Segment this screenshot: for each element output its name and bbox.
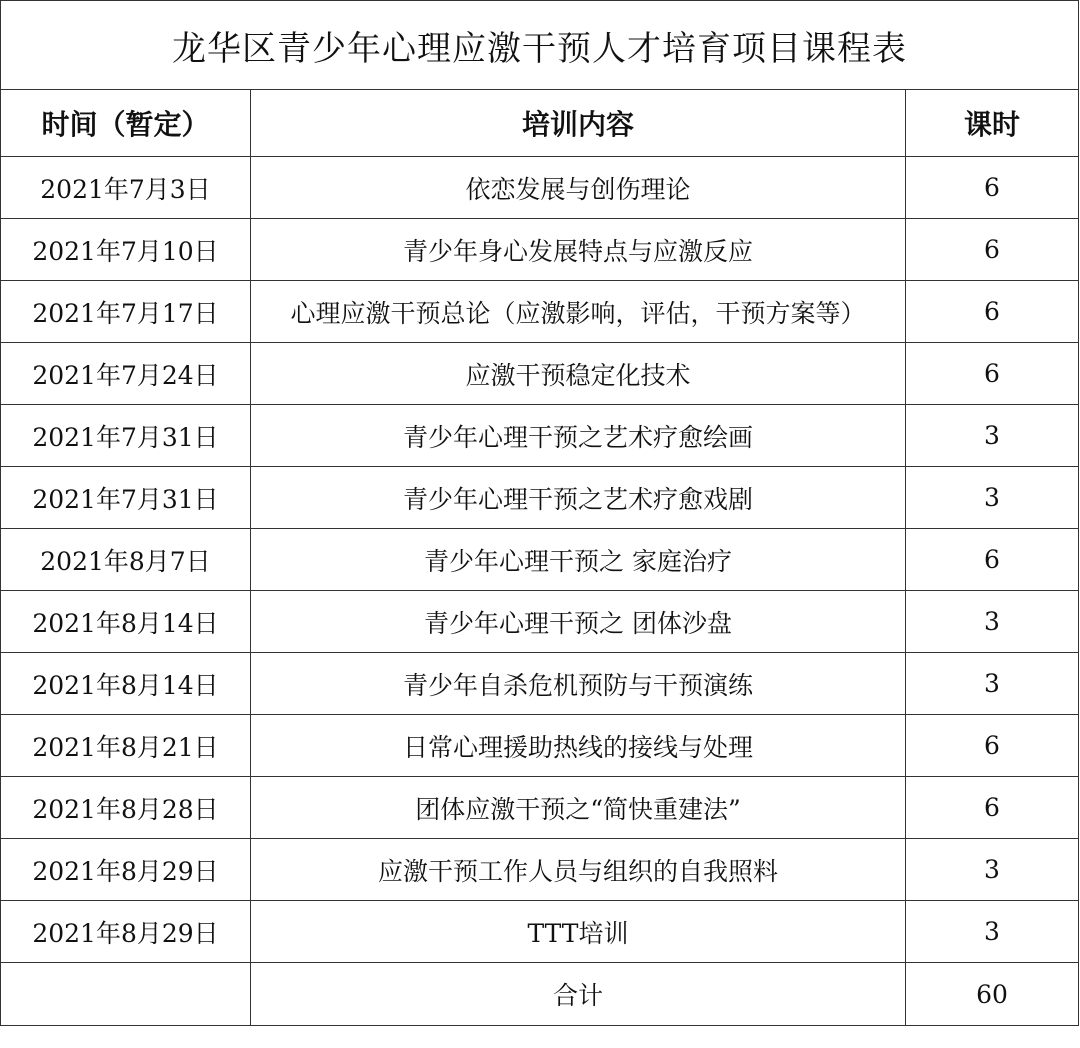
hours-cell: 6: [906, 219, 1079, 281]
content-cell: 应激干预稳定化技术: [251, 343, 906, 405]
hours-cell: 3: [906, 839, 1079, 901]
content-cell: 青少年心理干预之 团体沙盘: [251, 591, 906, 653]
date-cell: 2021年7月3日: [1, 157, 251, 219]
content-cell: 青少年心理干预之艺术疗愈戏剧: [251, 467, 906, 529]
hours-cell: 6: [906, 715, 1079, 777]
hours-cell: 3: [906, 405, 1079, 467]
date-cell: 2021年8月28日: [1, 777, 251, 839]
date-cell: 2021年8月14日: [1, 653, 251, 715]
date-cell: 2021年8月29日: [1, 839, 251, 901]
hours-cell: 3: [906, 467, 1079, 529]
table-row: [1, 901, 1079, 963]
hours-cell: 3: [906, 591, 1079, 653]
date-cell: 2021年8月7日: [1, 529, 251, 591]
content-cell: TTT培训: [251, 901, 906, 963]
hours-cell: 6: [906, 777, 1079, 839]
title-row: [1, 1, 1079, 90]
hours-cell: 6: [906, 157, 1079, 219]
total-hours: 60: [906, 963, 1079, 1026]
content-cell: 青少年自杀危机预防与干预演练: [251, 653, 906, 715]
hours-cell: 6: [906, 343, 1079, 405]
hours-cell: 6: [906, 529, 1079, 591]
date-cell: 2021年7月10日: [1, 219, 251, 281]
header-content: 培训内容: [251, 90, 906, 157]
total-row: [1, 963, 1079, 1026]
hours-cell: 6: [906, 281, 1079, 343]
date-cell: 2021年8月21日: [1, 715, 251, 777]
table-row: [1, 839, 1079, 901]
table-row: [1, 715, 1079, 777]
content-cell: 团体应激干预之“简快重建法”: [251, 777, 906, 839]
total-empty-cell: [1, 963, 251, 1026]
content-cell: 日常心理援助热线的接线与处理: [251, 715, 906, 777]
date-cell: 2021年7月24日: [1, 343, 251, 405]
date-cell: 2021年7月31日: [1, 467, 251, 529]
table-row: [1, 591, 1079, 653]
table-row: [1, 777, 1079, 839]
content-cell: 青少年身心发展特点与应激反应: [251, 219, 906, 281]
total-label: 合计: [251, 963, 906, 1026]
table-row: [1, 281, 1079, 343]
header-date: 时间（暂定）: [1, 90, 251, 157]
date-cell: 2021年8月14日: [1, 591, 251, 653]
content-cell: 应激干预工作人员与组织的自我照料: [251, 839, 906, 901]
table-title: 龙华区青少年心理应激干预人才培育项目课程表: [1, 1, 1079, 90]
content-cell: 心理应激干预总论（应激影响，评估，干预方案等）: [251, 281, 906, 343]
table-row: [1, 405, 1079, 467]
table-row: [1, 343, 1079, 405]
table-row: [1, 529, 1079, 591]
content-cell: 依恋发展与创伤理论: [251, 157, 906, 219]
table-row: [1, 157, 1079, 219]
table-row: [1, 219, 1079, 281]
table-row: [1, 653, 1079, 715]
date-cell: 2021年7月31日: [1, 405, 251, 467]
table-row: [1, 467, 1079, 529]
header-hours: 课时: [906, 90, 1079, 157]
content-cell: 青少年心理干预之艺术疗愈绘画: [251, 405, 906, 467]
content-cell: 青少年心理干预之 家庭治疗: [251, 529, 906, 591]
hours-cell: 3: [906, 653, 1079, 715]
date-cell: 2021年8月29日: [1, 901, 251, 963]
header-row: [1, 90, 1079, 157]
date-cell: 2021年7月17日: [1, 281, 251, 343]
hours-cell: 3: [906, 901, 1079, 963]
